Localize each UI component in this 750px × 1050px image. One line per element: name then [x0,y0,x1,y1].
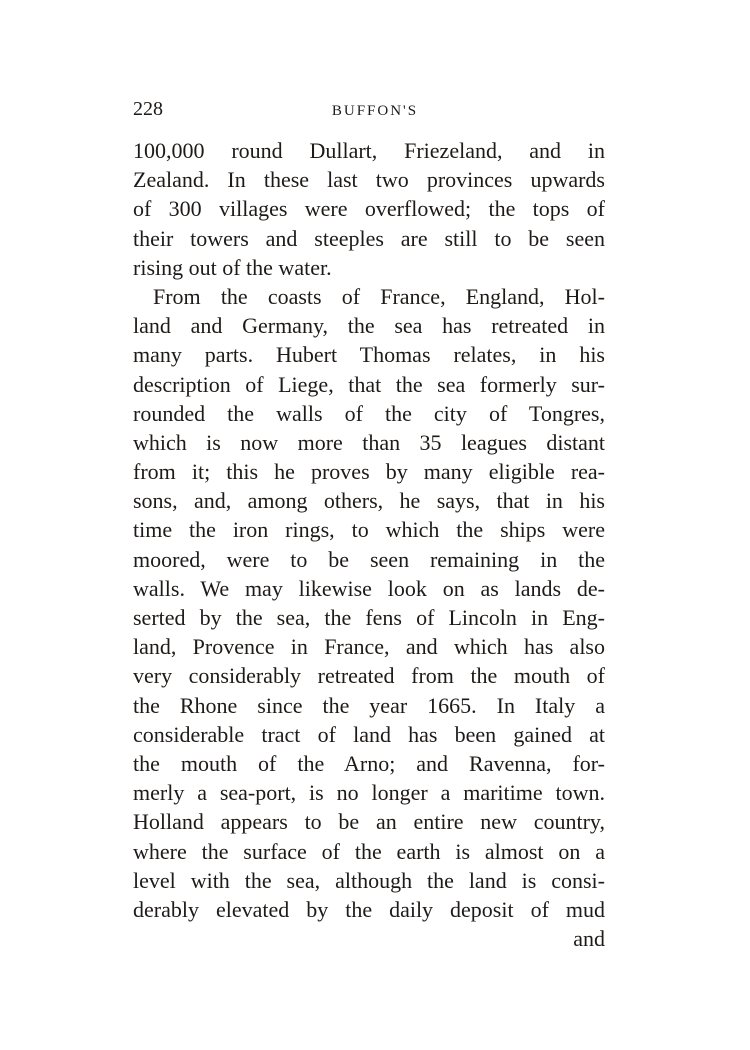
page-body [133,136,605,953]
text-line: many parts. Hubert Thomas relates, in his [133,342,605,368]
text-line: where the surface of the earth is almost on a [133,838,605,864]
text-line: the mouth of the Arno; and Ravenna, for- [133,750,605,776]
text-line: considerable tract of land has been gained at [133,721,605,747]
text-line: Holland appears to be an entire new country, [133,809,605,835]
text-line: very considerably retreated from the mouth of [133,663,605,689]
text-line: 100,000 round Dullart, Friezeland, and in [133,138,605,163]
text-line: from it; this he proves by many eligible rea- [133,459,605,485]
text-line: moored, were to be seen remaining in the [133,546,605,572]
text-line: rising out of the water. [133,254,332,280]
text-line: walls. We may likewise look on as lands de- [133,575,605,601]
text-line: time the iron rings, to which the ships were [133,517,605,543]
text-line: land, Provence in France, and which has also [133,634,605,660]
text-line: sons, and, among others, he says, that in his [133,488,605,514]
text-line: and [573,926,605,952]
text-line: the Rhone since the year 1665. In Italy a [133,692,605,718]
text-line: rounded the walls of the city of Tongres, [133,400,605,426]
text-line: level with the sea, although the land is consi- [133,867,605,893]
running-title: BUFFON'S [331,103,419,119]
text-line: serted by the sea, the fens of Lincoln in Eng- [133,605,605,630]
text-line: merly a sea-port, is no longer a maritime town. [133,780,605,806]
text-line: Zealand. In these last two provinces upwards [133,167,605,193]
text-line: description of Liege, that the sea formerly sur- [133,371,605,397]
text-line: land and Germany, the sea has retreated in [133,313,605,339]
text-line: of 300 villages were overflowed; the tops of [133,196,605,222]
text-line: derably elevated by the daily deposit of mud [133,896,605,922]
page-number: 228 [133,98,163,120]
text-line: which is now more than 35 leagues distant [133,429,605,455]
text-line: their towers and steeples are still to be seen [133,225,605,251]
text-line: From the coasts of France, England, Hol- [153,283,605,309]
